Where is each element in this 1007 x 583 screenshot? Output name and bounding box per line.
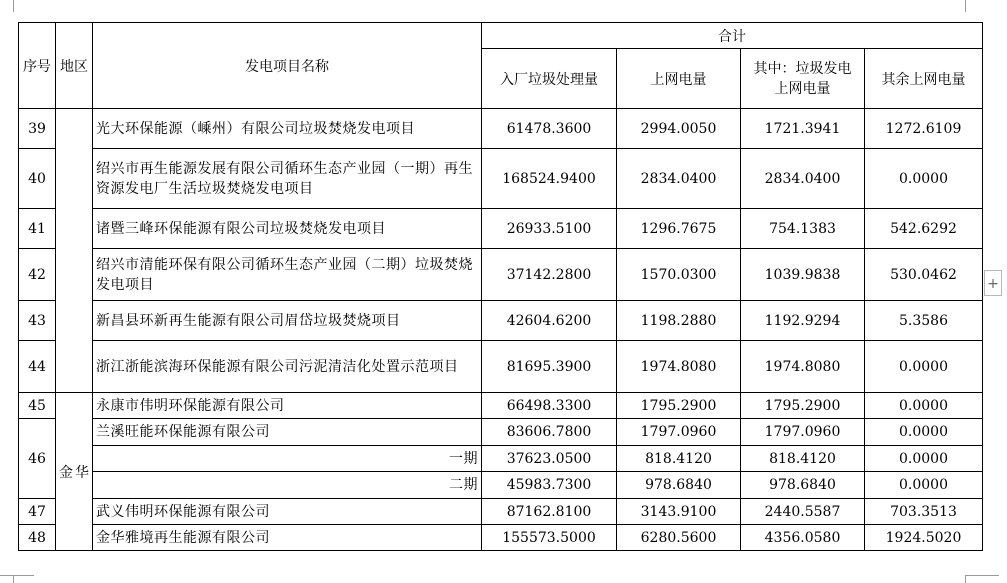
row-other: 0.0000	[865, 472, 983, 499]
row-grid: 1974.8080	[617, 341, 741, 393]
crop-mark-bottom-right-v	[965, 575, 966, 583]
crop-mark-top-left-v	[13, 0, 14, 12]
row-grid: 2994.0050	[617, 109, 741, 149]
header-waste-grid-line1: 其中：垃圾发电	[753, 60, 852, 77]
header-row-1	[19, 23, 983, 49]
row-other: 0.0000	[865, 341, 983, 393]
table-row	[19, 301, 983, 341]
crop-mark-top-right-v	[965, 0, 966, 12]
row-waste-grid: 1192.9294	[741, 301, 865, 341]
row-phase-label: 一期	[93, 446, 482, 472]
row-grid: 978.6840	[617, 472, 741, 499]
table-row	[19, 393, 983, 419]
table-row	[19, 419, 983, 446]
region-jinhua: 金华	[56, 393, 93, 551]
row-waste-grid: 978.6840	[741, 472, 865, 499]
row-waste: 37623.0500	[482, 446, 617, 472]
row-grid: 1198.2880	[617, 301, 741, 341]
row-seq: 45	[19, 393, 56, 419]
row-waste: 155573.5000	[482, 525, 617, 551]
table-row	[19, 149, 983, 209]
row-seq: 44	[19, 341, 56, 393]
table-row	[19, 249, 983, 301]
row-other: 5.3586	[865, 301, 983, 341]
row-project-name: 绍兴市再生能源发展有限公司循环生态产业园（一期）再生资源发电厂生活垃圾焚烧发电项目	[93, 149, 482, 209]
table-row	[19, 209, 983, 249]
row-waste: 66498.3300	[482, 393, 617, 419]
header-other-grid-power: 其余上网电量	[865, 49, 983, 109]
row-grid: 1797.0960	[617, 419, 741, 446]
row-grid: 2834.0400	[617, 149, 741, 209]
header-waste-grid-power	[741, 49, 865, 109]
row-waste-grid: 1795.2900	[741, 393, 865, 419]
row-waste: 83606.7800	[482, 419, 617, 446]
power-generation-table	[18, 22, 983, 551]
row-waste-grid: 1797.0960	[741, 419, 865, 446]
crop-mark-bottom-left-v	[13, 575, 14, 583]
row-seq: 46	[19, 419, 56, 499]
crop-mark-bottom-left-h	[0, 575, 34, 576]
row-waste: 87162.8100	[482, 499, 617, 525]
table-row	[19, 472, 983, 499]
row-waste-grid: 2440.5587	[741, 499, 865, 525]
row-waste-grid: 1721.3941	[741, 109, 865, 149]
row-project-name: 金华雅境再生能源有限公司	[93, 525, 482, 551]
row-seq: 42	[19, 249, 56, 301]
row-project-name: 兰溪旺能环保能源有限公司	[93, 419, 482, 446]
row-grid: 1570.0300	[617, 249, 741, 301]
row-other: 0.0000	[865, 419, 983, 446]
region-cell-blank	[56, 109, 93, 393]
row-seq: 43	[19, 301, 56, 341]
row-other: 1272.6109	[865, 109, 983, 149]
row-waste-grid: 4356.0580	[741, 525, 865, 551]
row-grid: 818.4120	[617, 446, 741, 472]
row-grid: 3143.9100	[617, 499, 741, 525]
row-waste: 81695.3900	[482, 341, 617, 393]
row-other: 703.3513	[865, 499, 983, 525]
row-waste: 168524.9400	[482, 149, 617, 209]
table-row	[19, 525, 983, 551]
row-grid: 1795.2900	[617, 393, 741, 419]
header-region: 地区	[56, 23, 93, 109]
row-project-name: 浙江浙能滨海环保能源有限公司污泥清洁化处置示范项目	[93, 341, 482, 393]
row-project-name: 绍兴市清能环保有限公司循环生态产业园（二期）垃圾焚烧发电项目	[93, 249, 482, 301]
table-row	[19, 341, 983, 393]
row-project-name: 诸暨三峰环保能源有限公司垃圾焚烧发电项目	[93, 209, 482, 249]
row-other: 1924.5020	[865, 525, 983, 551]
row-other: 542.6292	[865, 209, 983, 249]
row-project-name: 武义伟明环保能源有限公司	[93, 499, 482, 525]
row-other: 0.0000	[865, 149, 983, 209]
header-waste-processed: 入厂垃圾处理量	[482, 49, 617, 109]
row-other: 530.0462	[865, 249, 983, 301]
row-waste-grid: 1039.9838	[741, 249, 865, 301]
header-project-name: 发电项目名称	[93, 23, 482, 109]
row-project-name: 光大环保能源（嵊州）有限公司垃圾焚烧发电项目	[93, 109, 482, 149]
row-project-name: 永康市伟明环保能源有限公司	[93, 393, 482, 419]
table-row	[19, 499, 983, 525]
row-other: 0.0000	[865, 393, 983, 419]
row-waste: 61478.3600	[482, 109, 617, 149]
row-grid: 1296.7675	[617, 209, 741, 249]
row-seq: 40	[19, 149, 56, 209]
row-seq: 39	[19, 109, 56, 149]
row-seq: 41	[19, 209, 56, 249]
add-content-plus-icon[interactable]: +	[984, 270, 1002, 296]
row-grid: 6280.5600	[617, 525, 741, 551]
row-seq: 47	[19, 499, 56, 525]
crop-mark-bottom-right-h	[965, 575, 999, 576]
row-waste: 37142.2800	[482, 249, 617, 301]
row-waste: 26933.5100	[482, 209, 617, 249]
header-total-group: 合计	[482, 23, 983, 49]
row-project-name: 新昌县环新再生能源有限公司眉岱垃圾焚烧项目	[93, 301, 482, 341]
row-waste-grid: 1974.8080	[741, 341, 865, 393]
row-waste-grid: 2834.0400	[741, 149, 865, 209]
header-waste-grid-line2: 上网电量	[774, 80, 831, 97]
table-row	[19, 446, 983, 472]
row-waste-grid: 818.4120	[741, 446, 865, 472]
table-row	[19, 109, 983, 149]
row-waste-grid: 754.1383	[741, 209, 865, 249]
row-waste: 45983.7300	[482, 472, 617, 499]
row-waste: 42604.6200	[482, 301, 617, 341]
row-seq: 48	[19, 525, 56, 551]
row-phase-label: 二期	[93, 472, 482, 499]
header-grid-power: 上网电量	[617, 49, 741, 109]
row-other: 0.0000	[865, 446, 983, 472]
header-seq: 序号	[19, 23, 56, 109]
